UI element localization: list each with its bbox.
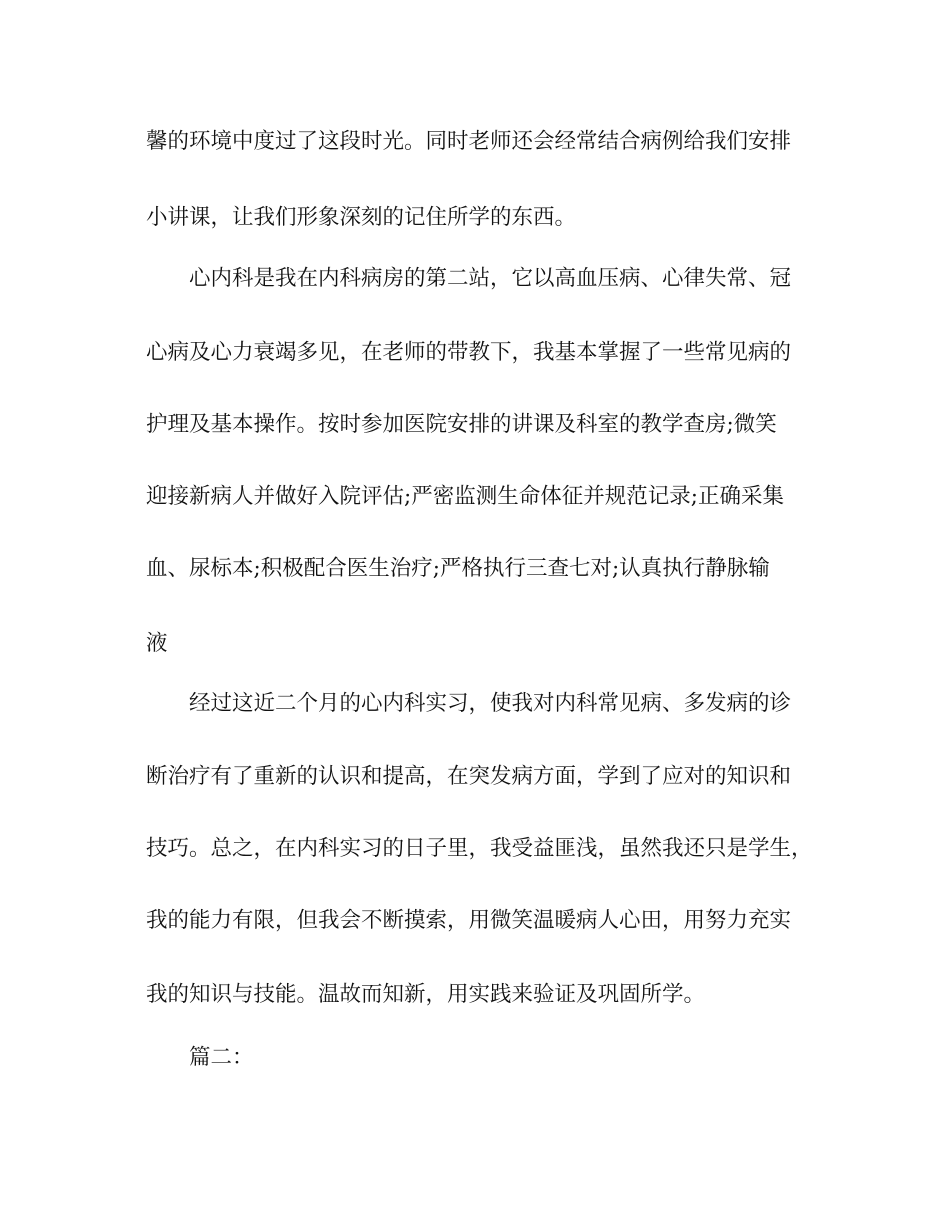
text-line: 断治疗有了重新的认识和提高，在突发病方面，学到了应对的知识和 (146, 764, 792, 789)
text-line: 护理及基本操作。按时参加医院安排的讲课及科室的教学查房;微笑 (146, 412, 777, 437)
section-heading: 篇二： (189, 1045, 254, 1070)
text-line: 馨的环境中度过了这段时光。同时老师还会经常结合病例给我们安排 (146, 129, 792, 154)
text-line: 迎接新病人并做好入院评估;严密监测生命体征并规范记录;正确采集 (146, 484, 784, 509)
text-line: 心病及心力衰竭多见，在老师的带教下，我基本掌握了一些常见病的 (146, 340, 792, 365)
text-line: 我的能力有限，但我会不断摸索，用微笑温暖病人心田，用努力充实 (146, 908, 792, 933)
text-line: 我的知识与技能。温故而知新，用实践来验证及巩固所学。 (146, 982, 706, 1007)
text-line: 血、尿标本;积极配合医生治疗;严格执行三查七对;认真执行静脉输 (146, 556, 770, 581)
paragraph-start-line: 心内科是我在内科病房的第二站，它以高血压病、心律失常、冠 (189, 266, 792, 291)
text-line: 技巧。总之，在内科实习的日子里，我受益匪浅，虽然我还只是学生， (146, 836, 813, 861)
text-line: 液 (146, 631, 168, 656)
paragraph-start-line: 经过这近二个月的心内科实习，使我对内科常见病、多发病的诊 (189, 691, 792, 716)
text-line: 小讲课，让我们形象深刻的记住所学的东西。 (146, 205, 577, 230)
